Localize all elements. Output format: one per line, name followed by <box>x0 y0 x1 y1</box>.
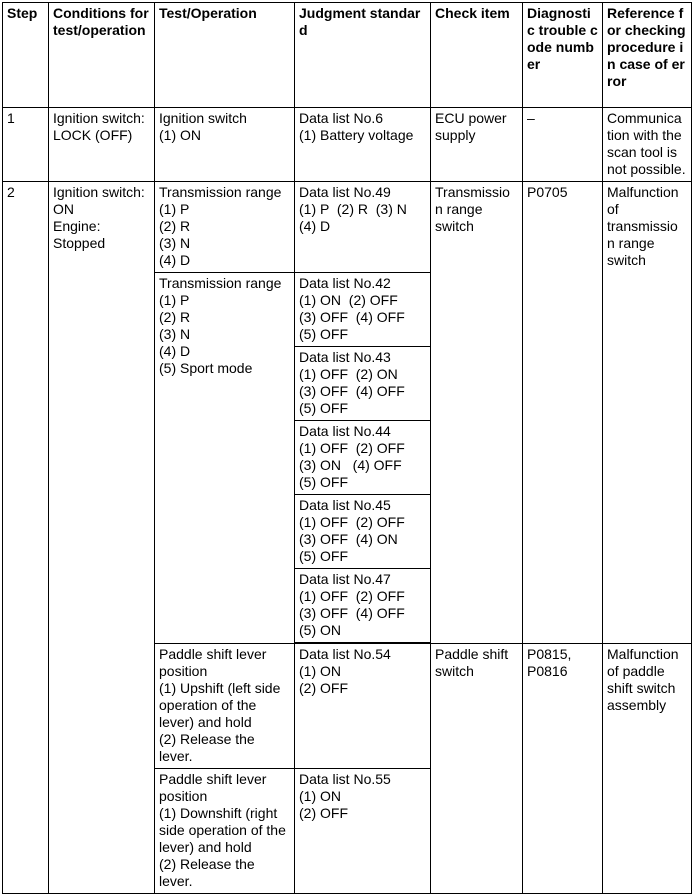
header-check-item: Check item <box>431 3 523 108</box>
judgment-cell-no49 <box>295 182 431 273</box>
cell-line: lever. <box>159 873 193 889</box>
cell-line: Ignition switch <box>159 110 247 126</box>
reference-cell <box>603 644 692 894</box>
cell-line: ECU power <box>435 110 507 126</box>
check-item-cell <box>431 644 523 894</box>
cell-line: (1) P (2) R (3) N <box>299 201 407 217</box>
condition-cell <box>49 108 155 182</box>
cell-line: lever) and hold <box>159 839 252 855</box>
cell-line: not possible. <box>607 161 686 177</box>
cell-line: Transmission range <box>159 184 282 200</box>
cell-line: Data list No.44 <box>299 423 391 439</box>
header-reference: Reference for checking procedure in case of error <box>603 3 692 108</box>
judgment-cell-no43 <box>295 347 431 421</box>
cell-line: (1) Downshift (right <box>159 805 278 821</box>
cell-line: Malfunction <box>607 646 679 662</box>
cell-line: (1) P <box>159 201 190 217</box>
cell-line: (5) OFF <box>299 400 348 416</box>
cell-line: Paddle shift lever <box>159 646 267 662</box>
cell-line: side operation of the <box>159 822 286 838</box>
cell-line: (2) Release the <box>159 856 255 872</box>
cell-line: (1) P <box>159 292 190 308</box>
cell-line: Communica <box>607 110 682 126</box>
judgment-cell-no55 <box>295 769 431 894</box>
cell-line: lever) and hold <box>159 714 252 730</box>
judgment-cell-no44 <box>295 421 431 495</box>
reference-cell <box>603 108 692 182</box>
cell-line: (3) OFF (4) OFF <box>299 383 405 399</box>
cell-line: Data list No.6 <box>299 110 384 126</box>
cell-line: (1) ON <box>299 788 341 804</box>
cell-line: Paddle shift <box>435 646 509 662</box>
test-operation-cell <box>155 182 295 273</box>
header-test-operation: Test/Operation <box>155 3 295 108</box>
judgment-cell-no45 <box>295 495 431 569</box>
cell-line: ON <box>53 201 74 217</box>
dtc-cell: – <box>523 108 603 182</box>
cell-line: Transmissio <box>435 184 510 200</box>
cell-line: Data list No.43 <box>299 349 391 365</box>
cell-line: switch <box>435 218 474 234</box>
cell-line: Transmission range <box>159 275 282 291</box>
cell-line: (2) OFF <box>299 680 348 696</box>
cell-line: Data list No.49 <box>299 184 391 200</box>
cell-line: (2) R <box>159 309 191 325</box>
cell-line: lever. <box>159 748 193 764</box>
cell-line: supply <box>435 127 476 143</box>
cell-line: (1) ON <box>299 663 341 679</box>
cell-line: Paddle shift lever <box>159 771 267 787</box>
table-row-step-1 <box>3 108 692 182</box>
judgment-cell-no42 <box>295 273 431 347</box>
dtc-cell <box>523 644 603 894</box>
cell-line: position <box>159 788 208 804</box>
cell-line: (5) ON <box>299 622 341 638</box>
cell-line: Stopped <box>53 235 106 251</box>
judgment-cell-no54 <box>295 644 431 769</box>
cell-line: Ignition switch: <box>53 184 145 200</box>
cell-line: (1) ON <box>159 127 201 143</box>
cell-line: (1) OFF (2) OFF <box>299 588 405 604</box>
cell-line: operation of the <box>159 697 257 713</box>
cell-line: transmissio <box>607 218 678 234</box>
cell-line: assembly <box>607 697 667 713</box>
header-step: Step <box>3 3 49 108</box>
cell-line: (3) OFF (4) OFF <box>299 605 405 621</box>
cell-line: (1) OFF (2) OFF <box>299 440 405 456</box>
cell-line: LOCK (OFF) <box>53 127 133 143</box>
cell-line: Data list No.55 <box>299 771 391 787</box>
cell-line: Malfunction <box>607 184 679 200</box>
table-row-step-2-range-a <box>3 182 692 273</box>
judgment-cell <box>295 108 431 182</box>
cell-line: (3) OFF (4) OFF <box>299 309 405 325</box>
header-judgment-standard: Judgment standard <box>295 3 431 108</box>
cell-line: position <box>159 663 208 679</box>
cell-line: (5) OFF <box>299 326 348 342</box>
cell-line: (5) OFF <box>299 548 348 564</box>
cell-line: (1) OFF (2) ON <box>299 366 398 382</box>
cell-line: (1) OFF (2) OFF <box>299 514 405 530</box>
reference-cell <box>603 182 692 644</box>
step-number: 2 <box>3 182 49 894</box>
cell-line: (1) Upshift (left side <box>159 680 281 696</box>
cell-line: (3) ON (4) OFF <box>299 457 402 473</box>
cell-line: (4) D <box>159 252 191 268</box>
header-conditions: Conditions for test/operation <box>49 3 155 108</box>
cell-line: (3) N <box>159 326 191 342</box>
cell-line: (2) OFF <box>299 805 348 821</box>
check-item-cell <box>431 108 523 182</box>
judgment-cell-no47 <box>295 569 431 643</box>
cell-line: Data list No.47 <box>299 571 391 587</box>
cell-line: of <box>607 201 619 217</box>
test-operation-cell <box>155 644 295 769</box>
test-operation-cell <box>155 769 295 894</box>
header-row <box>3 3 692 108</box>
cell-line: (5) OFF <box>299 474 348 490</box>
cell-line: (1) Battery voltage <box>299 127 414 143</box>
cell-line: (1) ON (2) OFF <box>299 292 398 308</box>
test-operation-cell <box>155 108 295 182</box>
cell-line: P0815, <box>527 646 572 662</box>
cell-line: (3) N <box>159 235 191 251</box>
cell-line: Engine: <box>53 218 101 234</box>
cell-line: n range <box>607 235 655 251</box>
condition-cell <box>49 182 155 894</box>
cell-line: (2) Release the <box>159 731 255 747</box>
step-number: 1 <box>3 108 49 182</box>
cell-line: scan tool is <box>607 144 678 160</box>
cell-line: P0816 <box>527 663 568 679</box>
cell-line: switch <box>435 663 474 679</box>
cell-line: (3) OFF (4) ON <box>299 531 398 547</box>
cell-line: Data list No.54 <box>299 646 391 662</box>
cell-line: Data list No.42 <box>299 275 391 291</box>
cell-line: (4) D <box>159 343 191 359</box>
cell-line: (5) Sport mode <box>159 360 253 376</box>
test-operation-cell <box>155 273 295 644</box>
cell-line: Data list No.45 <box>299 497 391 513</box>
cell-line: tion with the <box>607 127 682 143</box>
check-item-cell <box>431 182 523 644</box>
header-dtc-number: Diagnostic trouble code number <box>523 3 603 108</box>
cell-line: switch <box>607 252 646 268</box>
diagnostic-table <box>2 2 692 894</box>
dtc-cell: P0705 <box>523 182 603 644</box>
cell-line: shift switch <box>607 680 676 696</box>
cell-line: Ignition switch: <box>53 110 145 126</box>
cell-line: n range <box>435 201 483 217</box>
cell-line: of paddle <box>607 663 665 679</box>
cell-line: (4) D <box>299 218 331 234</box>
cell-line: (2) R <box>159 218 191 234</box>
